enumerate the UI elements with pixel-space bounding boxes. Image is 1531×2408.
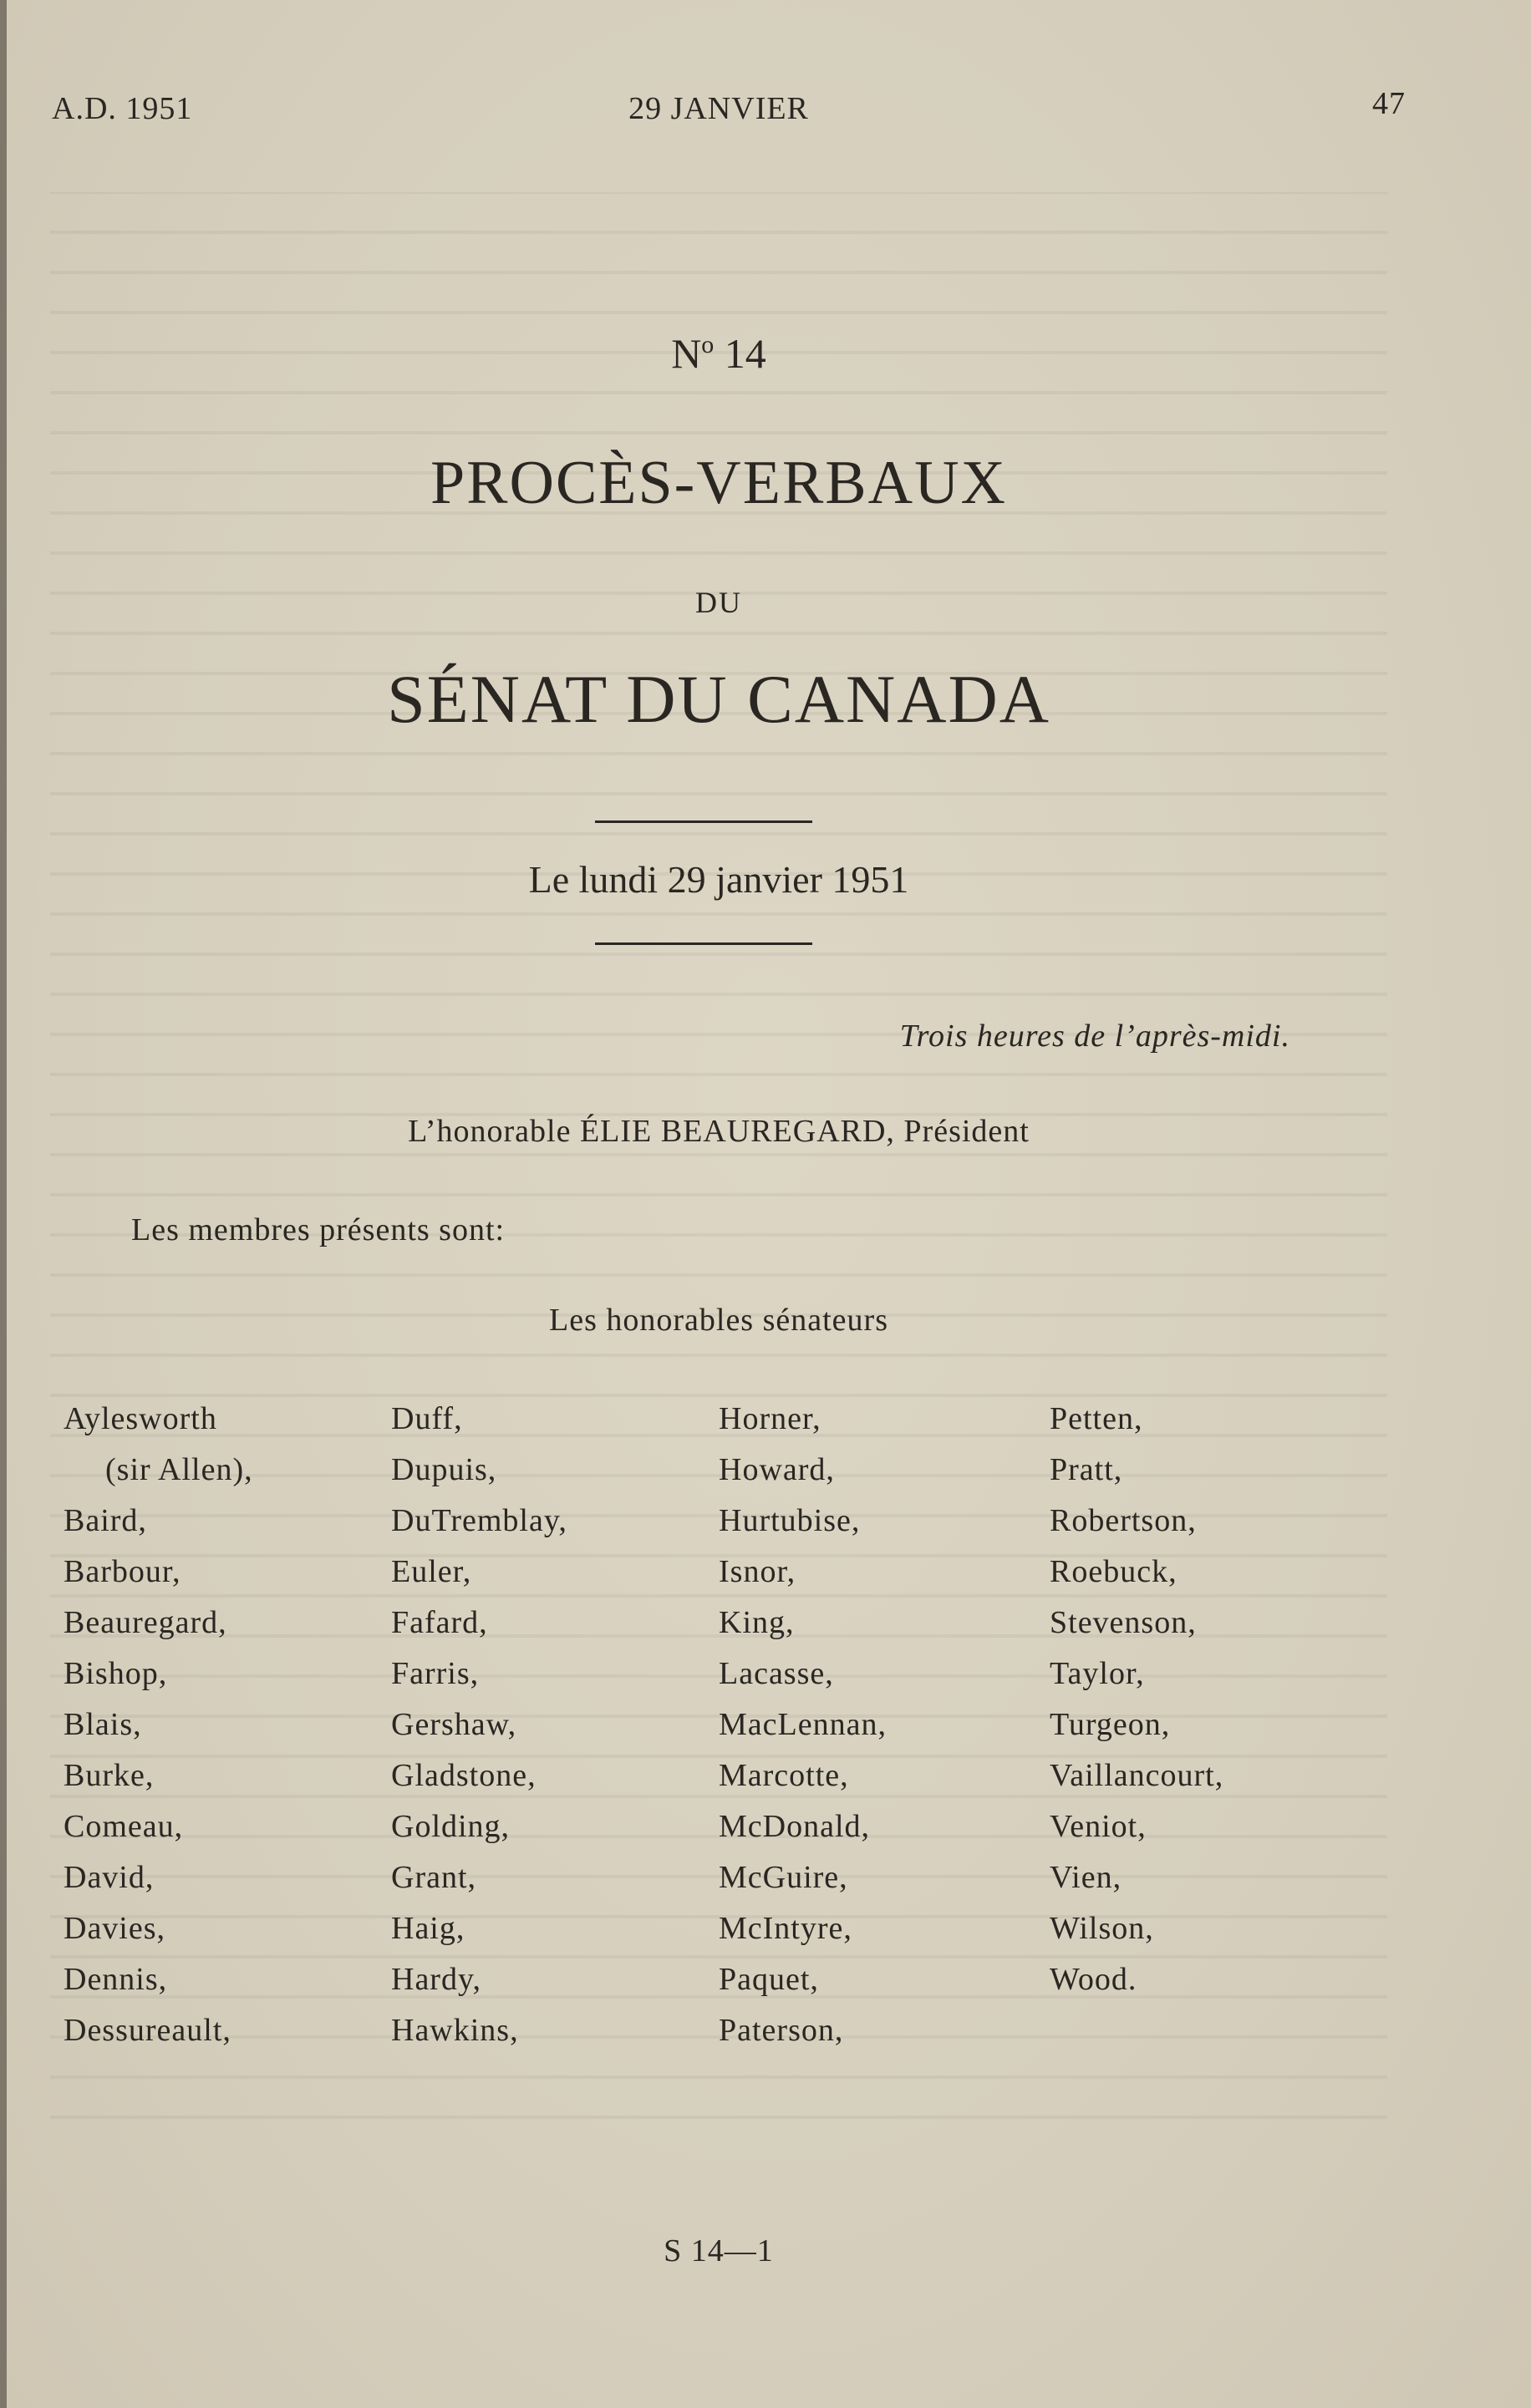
senator-name: McIntyre, [719,1911,852,1946]
senator-name: DuTremblay, [391,1503,567,1538]
senator-name: Grant, [391,1860,477,1895]
number-superscript: o [701,331,715,358]
senator-name: Paterson, [719,2013,844,2048]
senator-name: Howard, [719,1452,835,1487]
senator-name: Beauregard, [64,1605,227,1640]
senator-name: Fafard, [391,1605,488,1640]
senator-name: Taylor, [1050,1656,1145,1691]
senator-name: Robertson, [1050,1503,1197,1538]
senator-name: Stevenson, [1050,1605,1197,1640]
senator-column-3 [719,1394,887,2056]
senator-name: Davies, [64,1911,166,1946]
senator-name: Vaillancourt, [1050,1758,1224,1793]
senator-name: Wilson, [1050,1911,1154,1946]
senator-name: Lacasse, [719,1656,834,1691]
senator-name: Petten, [1050,1401,1143,1436]
senator-name: Baird, [64,1503,147,1538]
senator-name: McGuire, [719,1860,848,1895]
divider-top [595,820,812,823]
senator-name: Hawkins, [391,2013,519,2048]
senator-name: Gladstone, [391,1758,537,1793]
senator-column-4 [1050,1394,1223,2005]
senator-name: Wood. [1050,1962,1137,1997]
senator-name: Blais, [64,1707,142,1742]
senator-name: Farris, [391,1656,480,1691]
senator-column-2 [391,1394,567,2056]
members-intro: Les membres présents sont: [131,1212,506,1247]
sitting-time: Trois heures de l’après-midi. [899,1019,1290,1054]
number-prefix: N [671,330,702,377]
senator-name: Isnor, [719,1554,796,1589]
senator-name: Horner, [719,1401,821,1436]
senators-heading: Les honorables sénateurs [549,1303,888,1338]
senator-name: Marcotte, [719,1758,849,1793]
senator-name: Golding, [391,1809,511,1844]
senator-name: Aylesworth [64,1401,217,1436]
senator-name: Haig, [391,1911,465,1946]
senator-name: Pratt, [1050,1452,1123,1487]
senator-name-continuation: (sir Allen), [105,1452,253,1487]
senator-column-1 [64,1394,253,2056]
senator-name: Gershaw, [391,1707,517,1742]
title-du: DU [695,586,742,619]
senator-name: Dupuis, [391,1452,497,1487]
senator-name: Veniot, [1050,1809,1147,1844]
senator-name: Euler, [391,1554,472,1589]
senator-name: Duff, [391,1401,463,1436]
senator-name: Burke, [64,1758,155,1793]
senator-name: McDonald, [719,1809,871,1844]
senator-name: Comeau, [64,1809,184,1844]
signature-folio: S 14—1 [664,2233,774,2268]
senator-name: Hardy, [391,1962,481,1997]
senator-name: Barbour, [64,1554,181,1589]
divider-bottom [595,942,812,945]
presiding-officer: L’honorable ÉLIE BEAUREGARD, Président [408,1114,1030,1149]
header-date: 29 JANVIER [628,91,809,126]
senator-name: Vien, [1050,1860,1122,1895]
page-number: 47 [1372,86,1406,121]
senator-name: Turgeon, [1050,1707,1171,1742]
header-year: A.D. 1951 [52,91,193,126]
issue-number [0,329,1437,378]
senator-name: Hurtubise, [719,1503,861,1538]
title-senat: SÉNAT DU CANADA [387,661,1050,737]
senator-name: King, [719,1605,795,1640]
sitting-date: Le lundi 29 janvier 1951 [528,858,909,901]
senator-name: David, [64,1860,155,1895]
senator-name: Paquet, [719,1962,819,1997]
senator-name: Bishop, [64,1656,168,1691]
title-proces-verbaux: PROCÈS-VERBAUX [430,449,1007,517]
senator-name: Dessureault, [64,2013,231,2048]
senator-name: Roebuck, [1050,1554,1177,1589]
senator-name: MacLennan, [719,1707,887,1742]
number-value: 14 [724,330,766,377]
senator-name: Dennis, [64,1962,168,1997]
